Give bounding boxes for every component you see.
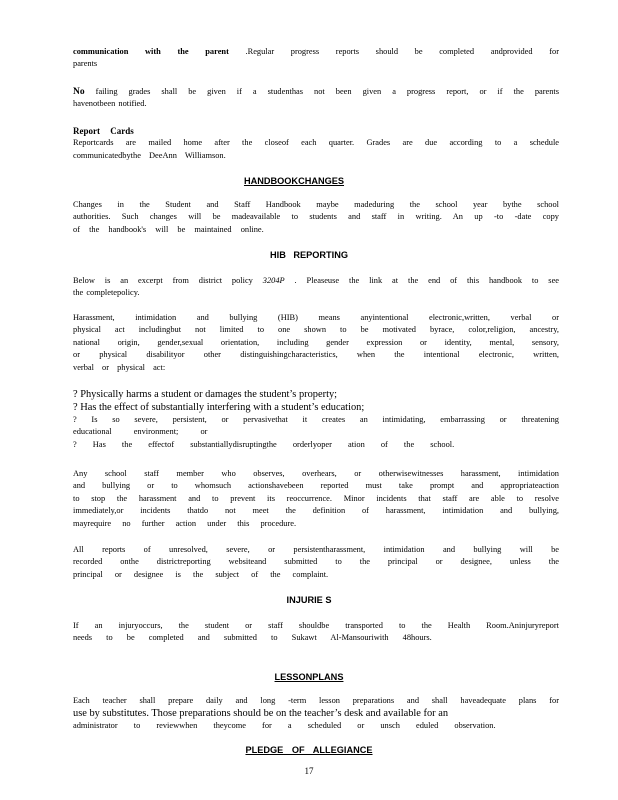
communication-line2: parents bbox=[73, 59, 98, 69]
hib-definition-line: national origin, gender,sexual orientation, including gender expression or identity, mental, sensory, bbox=[73, 337, 559, 347]
no-failing-paragraph bbox=[73, 86, 559, 111]
handbook-line: Changes in the Student and Staff Handbook maybe madeduring the school year bythe school bbox=[73, 200, 559, 209]
lesson-plans-heading-text: LESSONPLANS bbox=[274, 672, 344, 682]
handbook-changes-heading bbox=[0, 176, 618, 187]
injuries-heading: INJURIE S bbox=[286, 595, 332, 605]
lesson-plans-paragraph bbox=[73, 695, 559, 733]
hib-reports-paragraph bbox=[73, 544, 559, 581]
hib-bullet-3: ? Is so severe, persistent, or pervasivethat it creates an intimidating, embarrassing or threatening bbox=[73, 415, 559, 424]
hib-definition-paragraph bbox=[73, 312, 559, 374]
hib-reports-line: principal or designee is the subject of the complaint. bbox=[73, 569, 329, 579]
hib-intro-paragraph bbox=[73, 275, 559, 300]
lesson-plans-line2: use by substitutes. Those preparations should be on the teacher’s desk and available for an bbox=[73, 708, 449, 720]
report-cards-line1: Reportcards are mailed home after the closeof each quarter. Grades are due according to a schedule bbox=[73, 138, 559, 148]
hib-bullet-1: ? Physically harms a student or damages the student’s property; bbox=[73, 389, 338, 400]
hib-staff-line: mayrequire no further action under this procedure. bbox=[73, 518, 297, 528]
hib-bullet-4: ? Has the effectof substantiallydisruptingthe orderlyoper ation of the school. bbox=[73, 439, 455, 449]
injuries-paragraph bbox=[73, 620, 559, 645]
hib-reports-line: All reports of unresolved, severe, or persistentharassment, intimidation and bullying will be bbox=[73, 545, 559, 554]
pledge-heading bbox=[0, 745, 618, 756]
injuries-line: needs to be completed and submitted to Sukawt Al-Mansouriwith 48hours. bbox=[73, 633, 432, 643]
hib-bullets bbox=[73, 388, 559, 451]
page-number: 17 bbox=[304, 766, 314, 776]
hib-intro-b: . Pleaseuse the link at the end of this handbook to see bbox=[294, 276, 560, 285]
hib-staff-line: immediately,or incidents thatdo not meet the definition of harassment, intimidation and bullying, bbox=[73, 506, 559, 516]
handbook-changes-heading-text: HANDBOOKCHANGES bbox=[243, 176, 345, 186]
communication-paragraph bbox=[73, 46, 559, 71]
hib-staff-line: and bullying or to whomsuch actionshavebeen reported must take prompt and appropriateaction bbox=[73, 481, 559, 491]
hib-definition-line: verbal or physical act: bbox=[73, 362, 166, 372]
communication-bold: communication with the parent bbox=[73, 47, 229, 56]
report-cards-section bbox=[73, 125, 559, 162]
injuries-line: If an injuryoccurs, the student or staff shouldbe transported to the Health Room.Aninjuryreport bbox=[73, 621, 559, 630]
lesson-plans-heading bbox=[0, 672, 618, 683]
no-failing-line1: failing grades shall be given if a studenthas not been given a progress report, or if the parents bbox=[95, 87, 559, 96]
hib-staff-paragraph bbox=[73, 468, 559, 530]
communication-rest: .Regular progress reports should be completed andprovided for bbox=[245, 47, 559, 56]
lesson-plans-line3: administrator to reviewwhen theycome for a scheduled or unsch eduled observation. bbox=[73, 721, 496, 731]
report-cards-line2: communicatedbythe DeeAnn Williamson. bbox=[73, 150, 226, 160]
hib-definition-line: physical act includingbut not limited to one shown to be motivated byrace, color,religion, ancestry, bbox=[73, 325, 559, 335]
no-failing-lead: No bbox=[73, 87, 85, 97]
hib-reports-line: recorded onthe districtreporting websiteand submitted to the principal or designee, unless the bbox=[73, 557, 559, 567]
hib-definition-line: Harassment, intimidation and bullying (HIB) means anyintentional electronic,written, verbal or bbox=[73, 313, 559, 322]
pledge-heading-text: PLEDGE OF ALLEGIANCE bbox=[245, 745, 373, 755]
hib-bullet-2: ? Has the effect of substantially interfering with a student’s education; bbox=[73, 402, 365, 413]
hib-bullet-3-line2: educational environment; or bbox=[73, 427, 208, 437]
handbook-changes-paragraph bbox=[73, 199, 559, 236]
hib-staff-line: Any school staff member who observes, overhears, or otherwisewitnesses harassment, intimidation bbox=[73, 469, 559, 478]
handbook-line: of the handbook's will be maintained online. bbox=[73, 224, 264, 234]
handbook-line: authorities. Such changes will be madeavailable to students and staff in writing. An up -to -date copy bbox=[73, 212, 559, 222]
hib-intro-a: Below is an excerpt from district policy bbox=[73, 276, 253, 285]
hib-definition-line: or physical disabilityor other distinguishingcharacteristics, when the intentional electronic, written, bbox=[73, 350, 559, 360]
hib-heading: HIB REPORTING bbox=[270, 250, 348, 260]
no-failing-line2: havenotbeen notified. bbox=[73, 99, 147, 109]
hib-intro-line2: the completepolicy. bbox=[73, 288, 140, 298]
hib-staff-line: to stop the harassment and to prevent its reoccurrence. Minor incidents that staff are able to resolve bbox=[73, 493, 559, 503]
hib-policy-number: 3204P bbox=[262, 276, 285, 285]
report-cards-title: Report Cards bbox=[73, 126, 134, 136]
lesson-plans-line1: Each teacher shall prepare daily and long -term lesson preparations and shall haveadequate plans for bbox=[73, 696, 559, 705]
